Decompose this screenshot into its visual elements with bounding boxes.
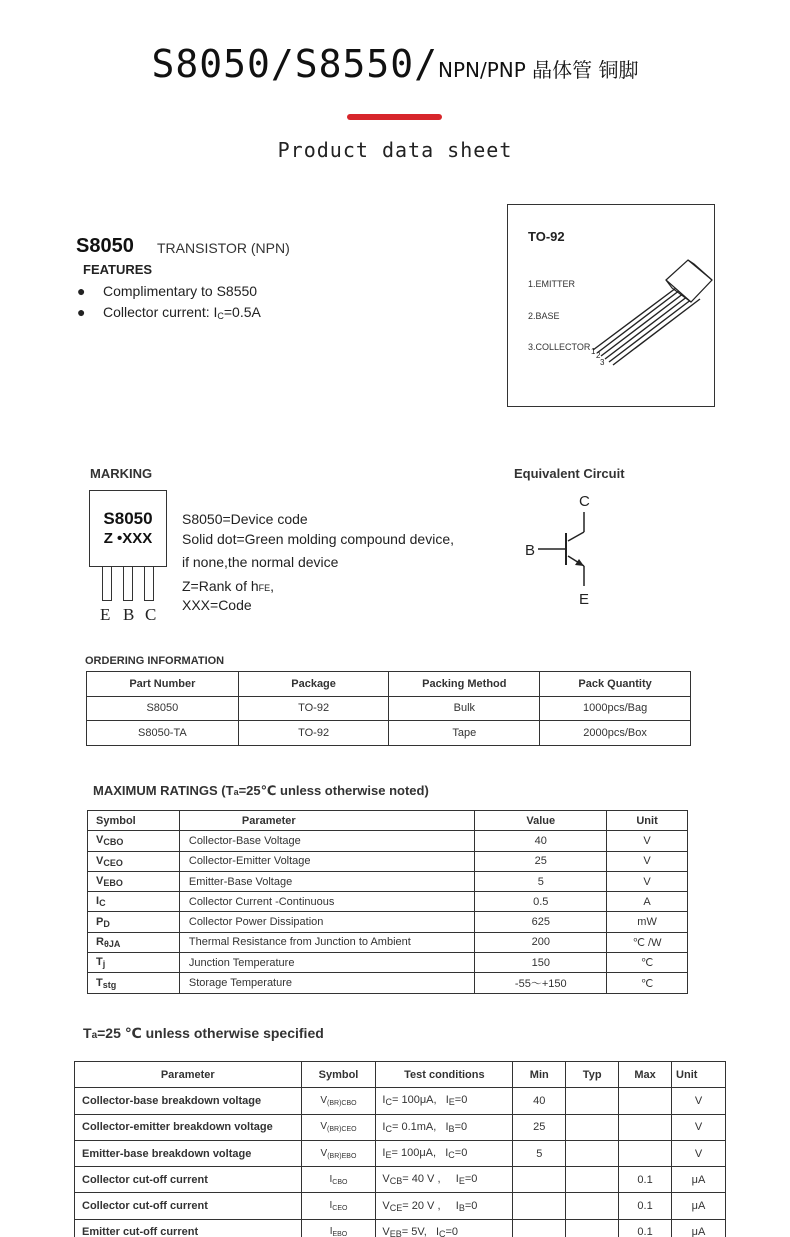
- max-cell: [619, 1088, 672, 1114]
- symbol-subscript: CBO: [332, 1178, 348, 1186]
- symbol-subscript: EBO: [332, 1231, 348, 1237]
- equivalent-circuit-heading: Equivalent Circuit: [514, 466, 625, 481]
- condition-value: = 40 V ,: [402, 1173, 456, 1186]
- marking-device-code: S8050: [103, 509, 153, 528]
- condition-text: I: [435, 1225, 439, 1237]
- unit-cell: μA: [672, 1219, 726, 1237]
- symbol-subscript: (BR)EBO: [327, 1152, 357, 1160]
- parameter-cell: Junction Temperature: [179, 953, 475, 973]
- condition-value: =0: [454, 1120, 468, 1133]
- value-cell: 25: [475, 851, 607, 871]
- table-row: [75, 1140, 726, 1166]
- condition-text: I: [455, 1199, 459, 1212]
- feature-subscript: C: [217, 311, 224, 321]
- table-header-row: [88, 811, 688, 831]
- parameter-cell: Collector-Base Voltage: [179, 831, 475, 851]
- marking-heading: MARKING: [90, 466, 153, 481]
- table-header-row: [87, 672, 691, 697]
- heading-text-suffix: =25 ℃ unless otherwise specified: [97, 1025, 324, 1041]
- symbol-text: I: [329, 1226, 333, 1237]
- test-condition-cell: [376, 1167, 513, 1193]
- symbol-text: V: [320, 1147, 328, 1159]
- symbol-cell: [88, 851, 180, 871]
- condition-value: =0: [445, 1225, 459, 1237]
- marking-rank-subscript: FE: [258, 583, 271, 593]
- symbol-subscript: CBO: [103, 837, 124, 848]
- parameter-cell: Emitter-Base Voltage: [179, 871, 475, 891]
- parameter-cell: Collector-Emitter Voltage: [179, 851, 475, 871]
- marking-desc: S8050=Device code: [182, 511, 308, 527]
- parameter-cell: Collector-base breakdown voltage: [75, 1088, 302, 1114]
- value-cell: -55～+150: [475, 973, 607, 993]
- symbol-cell: [88, 973, 180, 993]
- title-accent-bar: [347, 114, 442, 120]
- min-cell: [513, 1219, 566, 1237]
- lead-collector: [144, 567, 154, 601]
- condition-subscript: CE: [389, 1202, 403, 1213]
- test-condition-cell: [376, 1114, 513, 1140]
- symbol-subscript: j: [102, 959, 106, 970]
- symbol-cell: [301, 1219, 376, 1237]
- column-header: Parameter: [179, 811, 475, 831]
- unit-cell: μA: [672, 1193, 726, 1219]
- base-label: B: [525, 542, 536, 559]
- table-cell: TO-92: [238, 721, 389, 746]
- column-header: Min: [513, 1062, 566, 1088]
- condition-value: = 0.1mA,: [391, 1120, 446, 1133]
- symbol-text: V: [96, 834, 104, 847]
- lead-base: [123, 567, 133, 601]
- condition-text: I: [382, 1147, 386, 1160]
- max-cell: 0.1: [619, 1167, 672, 1193]
- table-cell: 1000pcs/Bag: [540, 696, 691, 721]
- parameter-cell: Collector Power Dissipation: [179, 912, 475, 932]
- feature-text-suffix: =0.5A: [223, 304, 261, 320]
- marking-rank-text: Z=Rank of h: [182, 578, 259, 594]
- parameter-cell: Collector-emitter breakdown voltage: [75, 1114, 302, 1140]
- condition-value: =0: [454, 1147, 468, 1160]
- table-row: [88, 831, 688, 851]
- symbol-cell: [88, 932, 180, 952]
- npn-transistor-symbol: [520, 490, 610, 610]
- max-cell: 0.1: [619, 1219, 672, 1237]
- device-name: S8050: [76, 235, 134, 257]
- unit-cell: V: [672, 1088, 726, 1114]
- symbol-cell: [88, 892, 180, 912]
- symbol-text: V: [96, 875, 104, 888]
- pin-label-emitter: 1.EMITTER: [528, 279, 576, 289]
- max-cell: 0.1: [619, 1193, 672, 1219]
- max-cell: [619, 1140, 672, 1166]
- bullet-icon: ●: [77, 304, 86, 320]
- condition-text: I: [445, 1094, 449, 1107]
- ordering-table: [86, 671, 691, 746]
- package-box: [507, 204, 715, 407]
- unit-cell: ℃ /W: [607, 932, 688, 952]
- parameter-cell: Collector Current -Continuous: [179, 892, 475, 912]
- heading-subscript: a: [91, 1030, 98, 1041]
- test-condition-cell: [376, 1088, 513, 1114]
- value-cell: 5: [475, 871, 607, 891]
- condition-text: I: [445, 1147, 449, 1160]
- parameter-cell: Collector cut-off current: [75, 1167, 302, 1193]
- column-header: Package: [238, 672, 389, 697]
- device-type: TRANSISTOR (NPN): [157, 240, 290, 256]
- unit-cell: ℃: [607, 973, 688, 993]
- test-condition-cell: [376, 1140, 513, 1166]
- table-row: [87, 721, 691, 746]
- unit-cell: V: [672, 1114, 726, 1140]
- condition-text: I: [382, 1094, 386, 1107]
- condition-value: = 100μA,: [391, 1147, 446, 1160]
- typ-cell: [566, 1219, 619, 1237]
- condition-text: I: [445, 1120, 449, 1133]
- lead-emitter: [102, 567, 112, 601]
- symbol-cell: [301, 1167, 376, 1193]
- column-header: Test conditions: [376, 1062, 513, 1088]
- symbol-text: V: [96, 854, 104, 867]
- symbol-text: T: [96, 976, 103, 989]
- condition-subscript: B: [448, 1123, 455, 1134]
- feature-text: Collector current: I: [103, 304, 218, 320]
- value-cell: 0.5: [475, 892, 607, 912]
- unit-cell: mW: [607, 912, 688, 932]
- electrical-heading: [83, 1025, 324, 1042]
- table-row: [75, 1114, 726, 1140]
- marking-package-body: [89, 490, 167, 567]
- table-row: [88, 973, 688, 993]
- marking-desc: Solid dot=Green molding compound device,: [182, 531, 455, 547]
- condition-subscript: CB: [389, 1176, 403, 1187]
- pin-label-base: 2.BASE: [528, 311, 560, 321]
- symbol-text: P: [96, 915, 104, 928]
- symbol-cell: [88, 831, 180, 851]
- column-header: Max: [619, 1062, 672, 1088]
- column-header: Parameter: [75, 1062, 302, 1088]
- table-row: [88, 892, 688, 912]
- pin-number: 2: [596, 351, 601, 360]
- lead-label-e: E: [100, 605, 111, 624]
- condition-text: V: [382, 1173, 390, 1186]
- max-cell: [619, 1114, 672, 1140]
- heading-text: MAXIMUM RATINGS (T: [93, 783, 234, 798]
- condition-subscript: EB: [389, 1228, 402, 1237]
- column-header: Unit: [672, 1062, 726, 1088]
- condition-text: I: [382, 1120, 386, 1133]
- marking-desc: XXX=Code: [182, 597, 252, 613]
- title-part-numbers: S8050/S8550/: [151, 42, 438, 86]
- unit-cell: ℃: [607, 953, 688, 973]
- column-header: Pack Quantity: [540, 672, 691, 697]
- symbol-text: I: [329, 1173, 333, 1185]
- parameter-cell: Thermal Resistance from Junction to Ambient: [179, 932, 475, 952]
- feature-item: [77, 304, 261, 321]
- title-description: NPN/PNP 晶体管 铜脚: [438, 58, 639, 82]
- unit-cell: V: [607, 871, 688, 891]
- lead-label-b: B: [123, 605, 135, 624]
- table-row: [75, 1193, 726, 1219]
- heading-text-suffix: =25℃ unless otherwise noted): [238, 783, 429, 798]
- table-row: [88, 871, 688, 891]
- condition-text: V: [382, 1225, 390, 1237]
- condition-text: V: [382, 1199, 390, 1212]
- typ-cell: [566, 1114, 619, 1140]
- typ-cell: [566, 1088, 619, 1114]
- symbol-subscript: (BR)CBO: [327, 1099, 357, 1107]
- column-header: Unit: [607, 811, 688, 831]
- symbol-subscript: CEO: [103, 857, 123, 868]
- unit-cell: V: [607, 851, 688, 871]
- symbol-subscript: EBO: [103, 878, 123, 889]
- parameter-cell: Emitter cut-off current: [75, 1219, 302, 1237]
- table-row: [75, 1088, 726, 1114]
- symbol-subscript: stg: [102, 979, 117, 990]
- typ-cell: [566, 1167, 619, 1193]
- min-cell: [513, 1167, 566, 1193]
- symbol-cell: [301, 1140, 376, 1166]
- features-heading: FEATURES: [83, 262, 153, 277]
- table-cell: Tape: [389, 721, 540, 746]
- heading-subscript: a: [233, 787, 239, 797]
- page-title: [0, 42, 790, 86]
- column-header: Symbol: [88, 811, 180, 831]
- table-row: [75, 1167, 726, 1193]
- symbol-cell: [301, 1088, 376, 1114]
- min-cell: 25: [513, 1114, 566, 1140]
- column-header: Typ: [566, 1062, 619, 1088]
- symbol-text: I: [329, 1200, 333, 1212]
- symbol-text: I: [96, 895, 100, 908]
- emitter-label: E: [579, 591, 590, 608]
- max-ratings-heading: [93, 783, 429, 799]
- column-header: Part Number: [87, 672, 239, 697]
- max-ratings-table: [87, 810, 688, 994]
- lead-label-c: C: [145, 605, 157, 624]
- symbol-cell: [88, 912, 180, 932]
- ordering-heading: ORDERING INFORMATION: [85, 655, 225, 667]
- table-header-row: [75, 1062, 726, 1088]
- feature-text: Complimentary to S8550: [103, 283, 258, 299]
- unit-cell: A: [607, 892, 688, 912]
- to92-package-drawing: [588, 250, 713, 370]
- symbol-subscript: C: [99, 898, 106, 909]
- table-row: [88, 932, 688, 952]
- column-header: Value: [475, 811, 607, 831]
- value-cell: 150: [475, 953, 607, 973]
- condition-subscript: C: [385, 1097, 392, 1108]
- condition-value: =0: [464, 1173, 478, 1186]
- condition-subscript: B: [458, 1202, 465, 1213]
- unit-cell: V: [672, 1140, 726, 1166]
- min-cell: 5: [513, 1140, 566, 1166]
- pin-label-collector: 3.COLLECTOR: [528, 342, 591, 352]
- symbol-cell: [301, 1114, 376, 1140]
- feature-item: [77, 283, 257, 299]
- table-row: [75, 1219, 726, 1237]
- min-cell: [513, 1193, 566, 1219]
- typ-cell: [566, 1140, 619, 1166]
- column-header: Symbol: [301, 1062, 376, 1088]
- symbol-text: V: [320, 1121, 328, 1133]
- table-cell: S8050-TA: [87, 721, 239, 746]
- symbol-text: T: [96, 956, 103, 969]
- pin-number: 3: [600, 358, 605, 367]
- marking-rank-suffix: ,: [270, 578, 275, 594]
- bullet-icon: ●: [77, 283, 86, 299]
- unit-cell: V: [607, 831, 688, 851]
- collector-label: C: [579, 493, 590, 510]
- symbol-subscript: D: [103, 918, 110, 929]
- test-condition-cell: [376, 1193, 513, 1219]
- marking-desc: if none,the normal device: [182, 554, 339, 570]
- value-cell: 200: [475, 932, 607, 952]
- condition-subscript: C: [448, 1150, 455, 1161]
- page-subtitle: Product data sheet: [277, 138, 513, 162]
- table-row: [88, 912, 688, 932]
- symbol-text: V: [320, 1094, 328, 1106]
- value-cell: 625: [475, 912, 607, 932]
- marking-desc: [182, 578, 274, 594]
- condition-value: = 100μA,: [391, 1094, 446, 1107]
- heading-text: T: [83, 1025, 92, 1041]
- condition-value: =0: [454, 1094, 468, 1107]
- condition-value: = 20 V ,: [402, 1199, 456, 1212]
- condition-subscript: C: [385, 1123, 392, 1134]
- condition-subscript: E: [385, 1150, 392, 1161]
- marking-rank-code: Z •XXX: [103, 530, 153, 547]
- symbol-subscript: CEO: [332, 1205, 348, 1213]
- unit-cell: μA: [672, 1167, 726, 1193]
- table-cell: TO-92: [238, 696, 389, 721]
- value-cell: 40: [475, 831, 607, 851]
- parameter-cell: Storage Temperature: [179, 973, 475, 993]
- condition-subscript: C: [439, 1228, 446, 1237]
- condition-subscript: E: [458, 1176, 465, 1187]
- test-condition-cell: [376, 1219, 513, 1237]
- symbol-subscript: (BR)CEO: [327, 1126, 357, 1134]
- min-cell: 40: [513, 1088, 566, 1114]
- symbol-subscript: θJA: [103, 938, 121, 949]
- symbol-cell: [88, 953, 180, 973]
- condition-subscript: E: [448, 1097, 455, 1108]
- table-cell: Bulk: [389, 696, 540, 721]
- symbol-text: R: [96, 935, 104, 948]
- package-name: TO-92: [528, 229, 565, 244]
- electrical-characteristics-table: [74, 1061, 726, 1237]
- parameter-cell: Collector cut-off current: [75, 1193, 302, 1219]
- condition-text: I: [455, 1173, 459, 1186]
- table-cell: S8050: [87, 696, 239, 721]
- pin-number: 1: [591, 347, 596, 356]
- condition-value: =0: [464, 1199, 478, 1212]
- table-row: [87, 696, 691, 721]
- condition-value: = 5V,: [401, 1225, 436, 1237]
- symbol-cell: [88, 871, 180, 891]
- table-row: [88, 953, 688, 973]
- table-cell: 2000pcs/Box: [540, 721, 691, 746]
- parameter-cell: Emitter-base breakdown voltage: [75, 1140, 302, 1166]
- typ-cell: [566, 1193, 619, 1219]
- symbol-cell: [301, 1193, 376, 1219]
- column-header: Packing Method: [389, 672, 540, 697]
- table-row: [88, 851, 688, 871]
